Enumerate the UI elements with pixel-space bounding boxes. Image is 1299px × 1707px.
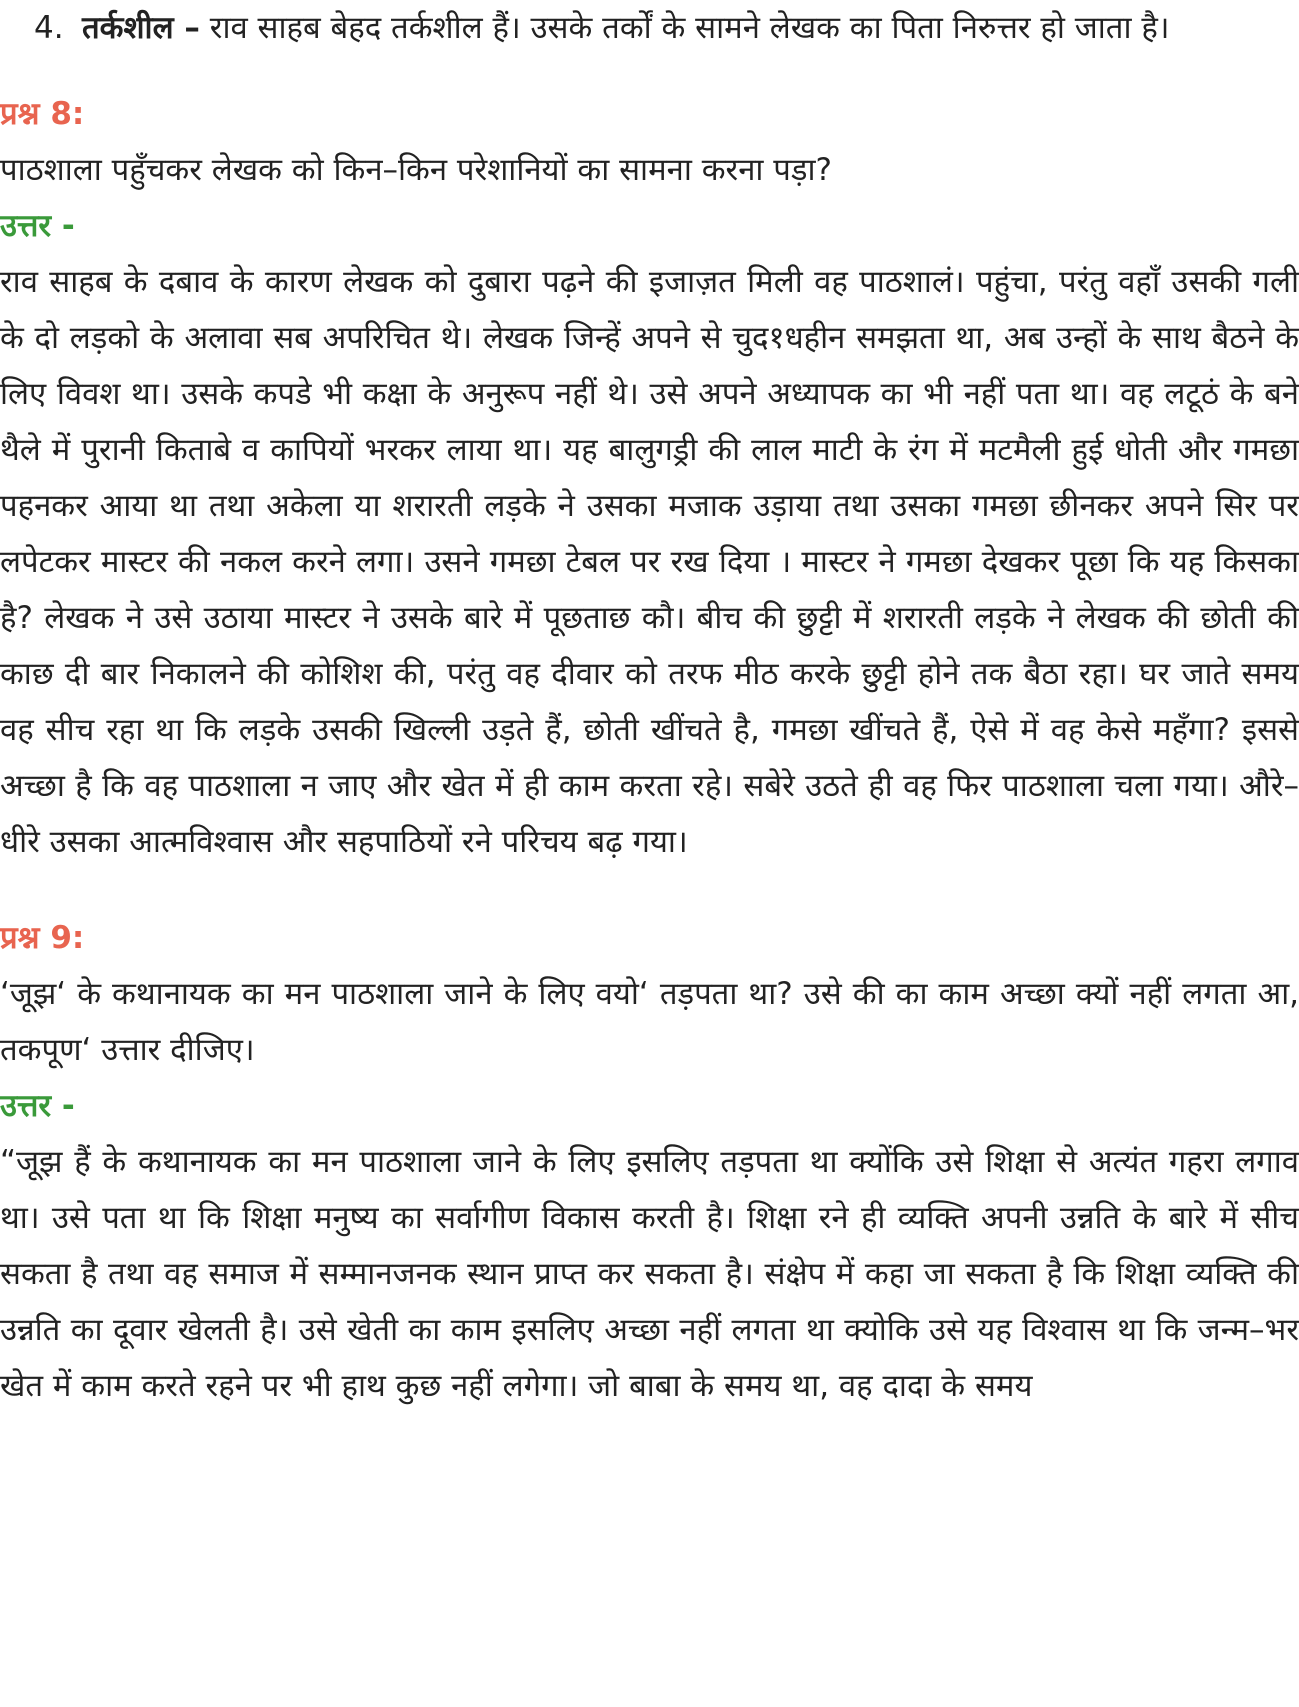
list-term: तर्कशील –	[82, 10, 200, 46]
answer-8-heading: उत्तर -	[0, 208, 75, 244]
list-number: 4.	[34, 10, 64, 46]
answer-9-heading: उत्तर -	[0, 1088, 75, 1124]
list-item-text	[82, 0, 1279, 56]
question-8-text: पाठशाला पहुँचकर लेखक को किन–किन परेशानियों का सामना करना पड़ा?	[0, 152, 832, 188]
section-spacer	[0, 870, 1299, 910]
question-9-heading: प्रश्न 9:	[0, 920, 85, 956]
question-8-heading: प्रश्न 8:	[0, 96, 85, 132]
list-description: राव साहब बेहद तर्कशील हैं। उसके तर्कों के सामने लेखक का पिता निरुत्तर हो जाता है।	[199, 10, 1170, 46]
list-item-4	[0, 0, 1299, 56]
answer-8-text: राव साहब के दबाव के कारण लेखक को दुबारा पढ़ने की इजाज़त मिली वह पाठशालं। पहुंचा, परंतु वहाँ उसकी गली के दो लड़को के अलावा सब अपरिचित थे। लेखक जिन्हें अपने से चुद१धहीन समझता था, अब उन्हों के साथ बैठने के लिए विवश था। उसके कपडे भी कक्षा के अनुरूप नहीं थे। उसे अपने अध्यापक का भी नहीं पता था। वह लटूठं के बने थैले में पुरानी किताबे व कापियों भरकर लाया था। यह बालुगड्री की लाल माटी के रंग में मटमैली हुई धोती और गमछा पहनकर आया था तथा अकेला या शरारती लड़के ने उसका मजाक उड़ाया तथा उसका गमछा छीनकर अपने सिर पर लपेटकर मास्टर की नकल करने लगा। उसने गमछा टेबल पर रख दिया । मास्टर ने गमछा देखकर पूछा कि यह किसका है? लेखक ने उसे उठाया मास्टर ने उसके बारे में पूछताछ कौ। बीच की छुट्टी में शरारती लड़के ने लेखक की छोती की काछ दी बार निकालने की कोशिश की, परंतु वह दीवार को तरफ मीठ करके छुट्टी होने तक बैठा रहा। घर जाते समय वह सीच रहा था कि लड़के उसकी खिल्ली उड़ते हैं, छोती खींचते है, गमछा खींचते हैं, ऐसे में वह केसे महँगा? इससे अच्छा है कि वह पाठशाला न जाए और खेत में ही काम करता रहे। सबेरे उठते ही वह फिर पाठशाला चला गया। औरे–धीरे उसका आत्मविश्वास और सहपाठियों रने परिचय बढ़ गया।	[0, 264, 1299, 860]
question-9-text: ‘जूझ‘ के कथानायक का मन पाठशाला जाने के लिए वयो‘ तड़पता था? उसे की का काम अच्छा क्यों नहीं लगता आ, तकपूण‘ उत्तार दीजिए।	[0, 976, 1299, 1068]
answer-9-text: “जूझ हैं के कथानायक का मन पाठशाला जाने के लिए इसलिए तड़पता था क्योंकि उसे शिक्षा से अत्यंत गहरा लगाव था। उसे पता था कि शिक्षा मनुष्य का सर्वागीण विकास करती है। शिक्षा रने ही व्यक्ति अपनी उन्नति के बारे में सीच सकता है तथा वह समाज में सम्मानजनक स्थान प्राप्त कर सकता है। संक्षेप में कहा जा सकता है कि शिक्षा व्यक्ति की उन्नति का दूवार खेलती है। उसे खेती का काम इसलिए अच्छा नहीं लगता था क्योकि उसे यह विश्वास था कि जन्म–भर खेत में काम करते रहने पर भी हाथ कुछ नहीं लगेगा। जो बाबा के समय था, वह दादा के समय	[0, 1144, 1299, 1404]
